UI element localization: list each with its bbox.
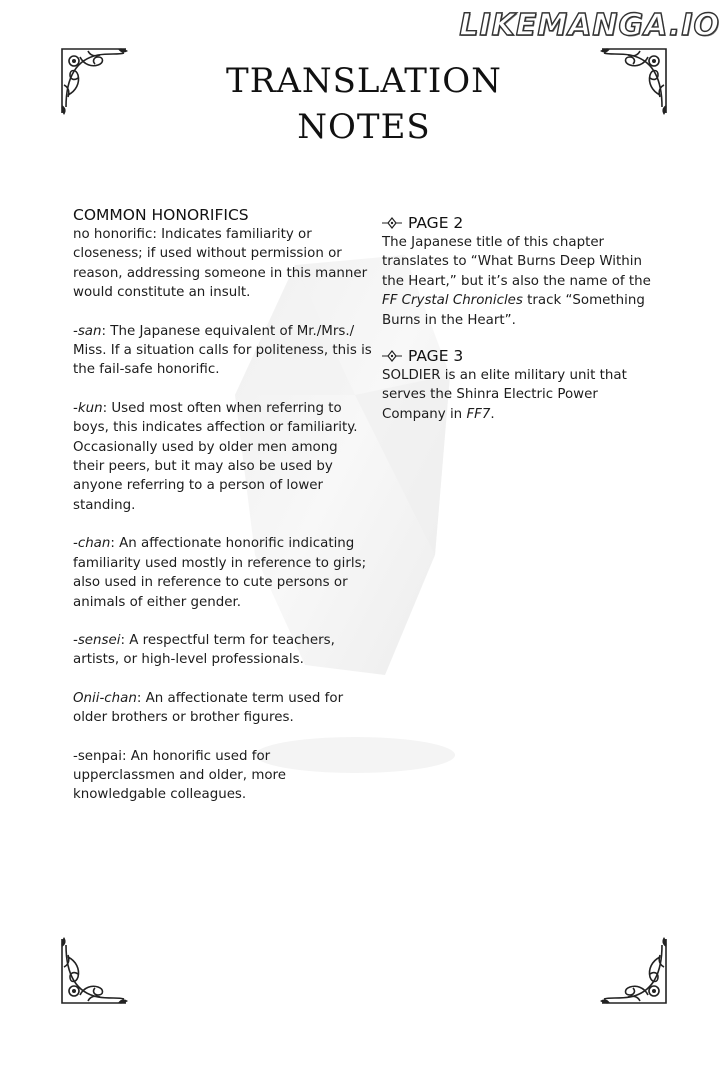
page-3-heading: PAGE 3: [408, 347, 464, 366]
ff7-title: FF7: [466, 406, 491, 422]
diamond-bullet-icon: [382, 350, 402, 362]
kun-note: [73, 399, 373, 515]
san-note: [73, 322, 373, 380]
sensei-term: -sensei: [73, 632, 121, 648]
san-term: -san: [73, 323, 102, 339]
page-notes-column: [382, 213, 662, 440]
chan-term: -chan: [73, 536, 111, 552]
page-2-text: The Japanese title of this chapter translates to “What Burns Deep Within the Heart,” but it’s also the name of the FF Crystal Chronicles track “Something Burns in the Heart”.: [382, 235, 651, 328]
page-title: [0, 58, 728, 150]
page-2-note: [382, 213, 662, 330]
kun-term: -kun: [73, 400, 103, 416]
sensei-note: [73, 631, 373, 670]
no-honorific-note: no honorific: Indicates familiarity or closeness; if used without permission or reason, addressing someone in this manner would constitute an insult.: [73, 227, 368, 301]
honorifics-heading: COMMON HONORIFICS: [73, 206, 249, 224]
diamond-bullet-icon: [382, 217, 402, 229]
kun-text: : Used most often when referring to boys, this indicates affection or familiarity. Occasionally used by older men among their peers, but it may also be used by anyone referring to a person of lower standing.: [73, 400, 358, 513]
honorifics-column: [73, 205, 373, 824]
page-3-note: [382, 346, 662, 424]
onii-chan-term: Onii-chan: [73, 690, 137, 706]
corner-ornament-bottom-left: [58, 935, 130, 1007]
onii-chan-note: [73, 689, 373, 728]
title-line-1: TRANSLATION: [226, 61, 502, 101]
title-line-2: NOTES: [297, 107, 431, 147]
chan-text: : An affectionate honorific indicating familiarity used mostly in reference to girls; also used in reference to cute persons or animals of either gender.: [73, 536, 367, 610]
site-watermark: LIKEMANGA.IO: [459, 8, 720, 43]
senpai-note: -senpai: An honorific used for upperclassmen and older, more knowledgable colleagues.: [73, 748, 287, 803]
page-3-text: SOLDIER is an elite military unit that serves the Shinra Electric Power Company in FF7.: [382, 368, 627, 422]
ff-crystal-chronicles-title: FF Crystal Chronicles: [382, 293, 523, 309]
chan-note: [73, 534, 373, 612]
corner-ornament-bottom-right: [598, 935, 670, 1007]
san-text: : The Japanese equivalent of Mr./Mrs./ Miss. If a situation calls for politeness, this is the fail-safe honorific.: [73, 323, 372, 378]
sensei-text: : A respectful term for teachers, artists, or high-level professionals.: [73, 632, 335, 668]
onii-chan-text: : An affectionate term used for older brothers or brother figures.: [73, 690, 344, 726]
page-2-heading: PAGE 2: [408, 214, 464, 232]
